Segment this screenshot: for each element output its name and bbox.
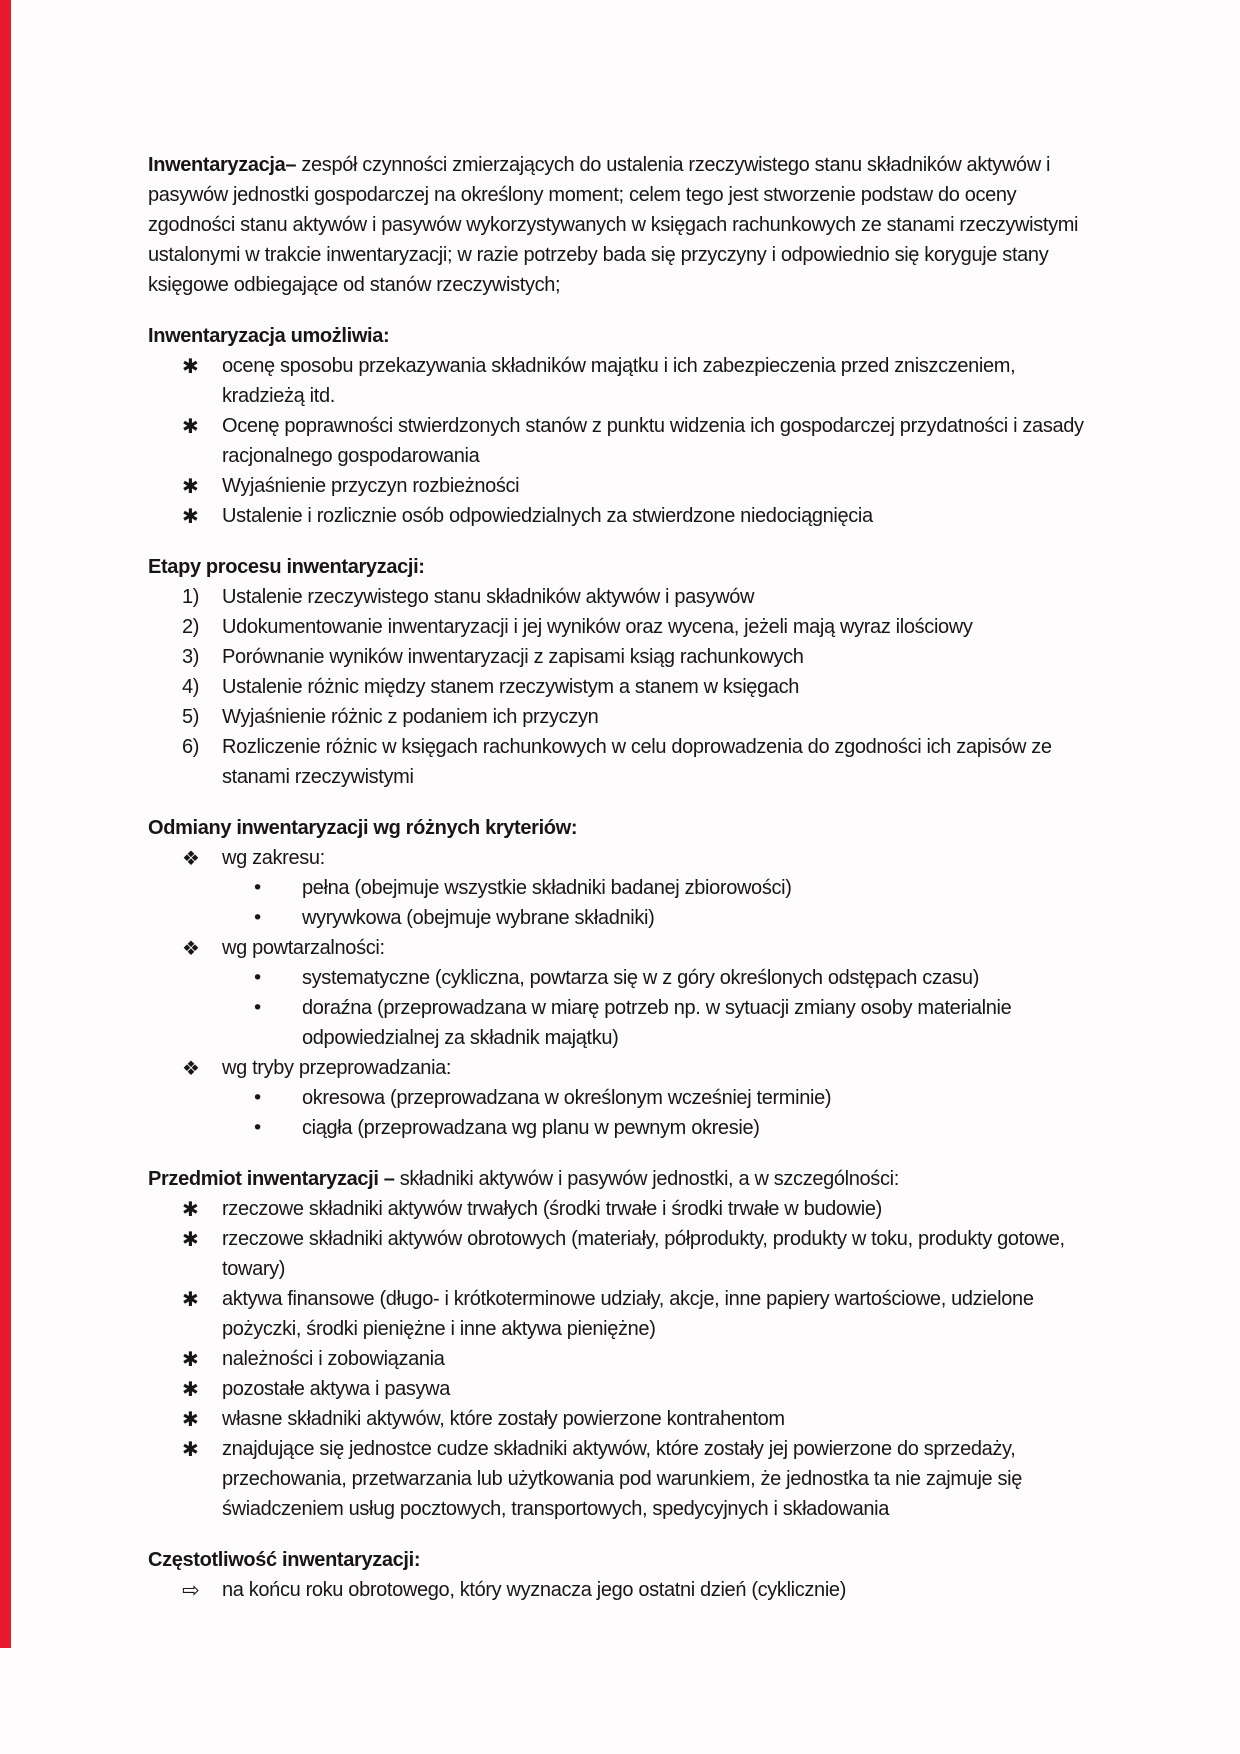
list-item-text: rzeczowe składniki aktywów trwałych (środki trwałe i środki trwałe w budowie) [222, 1198, 882, 1220]
list-item-text: znajdujące się jednostce cudze składniki aktywów, które zostały jej powierzone do sprzedaży, przechowania, przetwarzania lub użytkowania pod warunkiem, że jednostka ta nie zajmuje się świadczeniem usług pocztowych, transportowych, spedycyjnych i składowania [222, 1438, 1023, 1520]
left-margin-red-stripe [0, 0, 11, 1648]
diamond-bullet-icon: ❖ [182, 1056, 200, 1080]
sub-list-item [148, 993, 1100, 1053]
list-item-text: Ustalenie różnic między stanem rzeczywistym a stanem w księgach [222, 676, 800, 698]
list-item [148, 1575, 1100, 1605]
criteria-group-label [148, 1053, 1100, 1083]
list-item-text: Ustalenie rzeczywistego stanu składników aktywów i pasywów [222, 586, 755, 608]
sub-list-item [148, 903, 1100, 933]
section-etapy [148, 552, 1100, 792]
list-item-text: wyrywkowa (obejmuje wybrane składniki) [302, 907, 655, 929]
list-number: 5) [182, 706, 200, 728]
list-item-text: Wyjaśnienie przyczyn rozbieżności [222, 475, 520, 497]
sub-list-item [148, 1113, 1100, 1143]
list-item-text: aktywa finansowe (długo- i krótkoterminowe udziały, akcje, inne papiery wartościowe, udzielone pożyczki, środki pieniężne i inne aktywa pieniężne) [222, 1288, 1034, 1340]
list-number: 3) [182, 646, 200, 668]
list-number: 2) [182, 616, 200, 638]
list-item-text: okresowa (przeprowadzana w określonym wcześniej terminie) [302, 1087, 832, 1109]
list-item-text: własne składniki aktywów, które zostały powierzone kontrahentom [222, 1408, 785, 1430]
arrow-bullet-icon: ⇨ [182, 1578, 200, 1602]
numbered-item [148, 612, 1100, 642]
star-bullet-icon: ✱ [182, 504, 199, 528]
list-item [148, 1194, 1100, 1224]
list-item-text: ciągła (przeprowadzana wg planu w pewnym okresie) [302, 1117, 760, 1139]
list-item-text: wg zakresu: [222, 847, 325, 869]
section-heading: Etapy procesu inwentaryzacji: [148, 556, 425, 578]
list-number: 6) [182, 736, 200, 758]
list-item [148, 1344, 1100, 1374]
sub-list-item [148, 963, 1100, 993]
section-heading: Odmiany inwentaryzacji wg różnych kryteriów: [148, 817, 578, 839]
dot-bullet-icon: • [252, 877, 263, 899]
numbered-item [148, 672, 1100, 702]
sub-list-item [148, 1083, 1100, 1113]
list-item-text: pełna (obejmuje wszystkie składniki badanej zbiorowości) [302, 877, 792, 899]
list-number: 1) [182, 586, 200, 608]
list-item-text: wg tryby przeprowadzania: [222, 1057, 452, 1079]
list-item-text: Ustalenie i rozlicznie osób odpowiedzialnych za stwierdzone niedociągnięcia [222, 505, 873, 527]
dot-bullet-icon: • [252, 1087, 263, 1109]
star-bullet-icon: ✱ [182, 1407, 199, 1431]
list-item-text: Udokumentowanie inwentaryzacji i jej wyników oraz wycena, jeżeli mają wyraz ilościowy [222, 616, 973, 638]
section-umozliwia [148, 321, 1100, 531]
section-przedmiot [148, 1164, 1100, 1524]
list-item-text: Wyjaśnienie różnic z podaniem ich przyczyn [222, 706, 599, 728]
list-item-text: systematyczne (cykliczna, powtarza się w z góry określonych odstępach czasu) [302, 967, 980, 989]
list-item-text: Ocenę poprawności stwierdzonych stanów z punktu widzenia ich gospodarczej przydatności i zasady racjonalnego gospodarowania [222, 415, 1084, 467]
numbered-item [148, 702, 1100, 732]
section-heading: Częstotliwość inwentaryzacji: [148, 1549, 421, 1571]
sub-list-item [148, 873, 1100, 903]
list-item-text: na końcu roku obrotowego, który wyznacza jego ostatni dzień (cyklicznie) [222, 1579, 847, 1601]
list-item [148, 1374, 1100, 1404]
list-number: 4) [182, 676, 200, 698]
intro-paragraph [148, 150, 1100, 300]
list-item-text: pozostałe aktywa i pasywa [222, 1378, 451, 1400]
diamond-bullet-icon: ❖ [182, 846, 200, 870]
list-item-text: wg powtarzalności: [222, 937, 385, 959]
star-bullet-icon: ✱ [182, 474, 199, 498]
list-item [148, 1404, 1100, 1434]
star-bullet-icon: ✱ [182, 414, 199, 438]
heading-regular-part: składniki aktywów i pasywów jednostki, a w szczególności: [394, 1168, 899, 1190]
star-bullet-icon: ✱ [182, 1347, 199, 1371]
intro-text: zespół czynności zmierzających do ustalenia rzeczywistego stanu składników aktywów i pasywów jednostki gospodarczej na określony moment; celem tego jest stworzenie podstaw do oceny zgodności stanu aktywów i pasywów wykorzystywanych w księgach rachunkowych ze stanami rzeczywistymi ustalonymi w trakcie inwentaryzacji; w razie potrzeby bada się przyczyny i odpowiednio się koryguje stany księgowe odbiegające od stanów rzeczywistych; [148, 154, 1079, 296]
numbered-item [148, 732, 1100, 792]
dot-bullet-icon: • [252, 997, 263, 1019]
list-item [148, 1434, 1100, 1524]
list-item [148, 351, 1100, 411]
intro-term: Inwentaryzacja– [148, 154, 297, 176]
criteria-group-label [148, 933, 1100, 963]
list-item-text: rzeczowe składniki aktywów obrotowych (materiały, półprodukty, produkty w toku, produkty gotowe, towary) [222, 1228, 1065, 1280]
section-czestotliwosc [148, 1545, 1100, 1605]
list-item-text: Porównanie wyników inwentaryzacji z zapisami ksiąg rachunkowych [222, 646, 804, 668]
section-heading: Inwentaryzacja umożliwia: [148, 325, 390, 347]
star-bullet-icon: ✱ [182, 1287, 199, 1311]
star-bullet-icon: ✱ [182, 1437, 199, 1461]
star-bullet-icon: ✱ [182, 1227, 199, 1251]
list-item [148, 1284, 1100, 1344]
numbered-item [148, 582, 1100, 612]
diamond-bullet-icon: ❖ [182, 936, 200, 960]
heading-bold-part: Przedmiot inwentaryzacji – [148, 1168, 395, 1190]
criteria-group-label [148, 843, 1100, 873]
star-bullet-icon: ✱ [182, 354, 199, 378]
list-item-text: doraźna (przeprowadzana w miarę potrzeb np. w sytuacji zmiany osoby materialnie odpowiedzialnej za składnik majątku) [302, 997, 1012, 1049]
dot-bullet-icon: • [252, 1117, 263, 1139]
list-item [148, 1224, 1100, 1284]
list-item [148, 471, 1100, 501]
list-item-text: ocenę sposobu przekazywania składników majątku i ich zabezpieczenia przed zniszczeniem, kradzieżą itd. [222, 355, 1016, 407]
dot-bullet-icon: • [252, 907, 263, 929]
dot-bullet-icon: • [252, 967, 263, 989]
section-odmiany [148, 813, 1100, 1143]
list-item-text: Rozliczenie różnic w księgach rachunkowych w celu doprowadzenia do zgodności ich zapisów ze stanami rzeczywistymi [222, 736, 1052, 788]
list-item-text: należności i zobowiązania [222, 1348, 445, 1370]
list-item [148, 411, 1100, 471]
document-content [148, 150, 1100, 1605]
numbered-item [148, 642, 1100, 672]
list-item [148, 501, 1100, 531]
star-bullet-icon: ✱ [182, 1197, 199, 1221]
star-bullet-icon: ✱ [182, 1377, 199, 1401]
section-heading [148, 1164, 1100, 1194]
